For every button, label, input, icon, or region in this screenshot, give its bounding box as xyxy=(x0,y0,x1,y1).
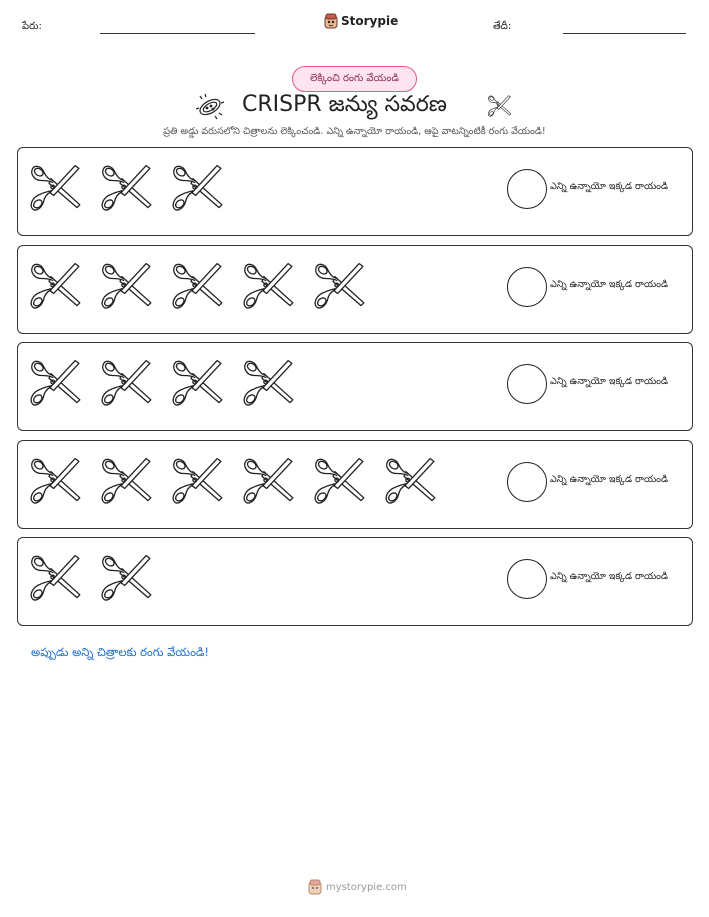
counting-row xyxy=(17,537,693,626)
counting-row xyxy=(17,342,693,431)
title-row xyxy=(0,92,709,124)
scissors-icon[interactable] xyxy=(97,256,158,316)
footer-note: అప్పుడు అన్ని చిత్రాలకు రంగు వేయండి! xyxy=(31,645,210,659)
scissors-icon[interactable] xyxy=(97,353,158,413)
answer-circle[interactable] xyxy=(507,169,547,209)
storypie-mascot-icon xyxy=(308,879,322,895)
row-items xyxy=(26,548,158,608)
row-items xyxy=(26,451,442,511)
page-title: CRISPR జన్యు సవరణ xyxy=(242,92,447,117)
scissors-icon[interactable] xyxy=(97,158,158,218)
scissors-icon[interactable] xyxy=(26,548,87,608)
answer-label: ఎన్ని ఉన్నాయో ఇక్కడ రాయండి xyxy=(550,474,669,485)
row-items xyxy=(26,353,300,413)
name-line[interactable] xyxy=(100,33,255,34)
answer-circle[interactable] xyxy=(507,462,547,502)
row-items xyxy=(26,158,229,218)
scissors-icon[interactable] xyxy=(168,451,229,511)
page-header xyxy=(0,0,709,40)
answer-label: ఎన్ని ఉన్నాయో ఇక్కడ రాయండి xyxy=(550,279,669,290)
scissors-icon[interactable] xyxy=(168,353,229,413)
counting-row xyxy=(17,440,693,529)
scissors-icon[interactable] xyxy=(239,451,300,511)
brand-logo xyxy=(324,13,398,29)
scissors-icon[interactable] xyxy=(381,451,442,511)
scissors-icon[interactable] xyxy=(168,256,229,316)
answer-circle[interactable] xyxy=(507,267,547,307)
date-label: తేదీ: xyxy=(493,21,512,32)
scissors-icon[interactable] xyxy=(239,353,300,413)
scissors-icon[interactable] xyxy=(26,451,87,511)
answer-label: ఎన్ని ఉన్నాయో ఇక్కడ రాయండి xyxy=(550,181,669,192)
storypie-mascot-icon xyxy=(324,13,338,29)
activity-badge: లెక్కించి రంగు వేయండి xyxy=(292,66,417,92)
counting-row xyxy=(17,147,693,236)
bacterium-icon xyxy=(196,94,224,120)
scissors-icon xyxy=(487,93,513,119)
row-items xyxy=(26,256,371,316)
name-label: పేరు: xyxy=(22,21,42,32)
answer-circle[interactable] xyxy=(507,364,547,404)
brand-name: Storypie xyxy=(341,14,399,28)
answer-label: ఎన్ని ఉన్నాయో ఇక్కడ రాయండి xyxy=(550,571,669,582)
scissors-icon[interactable] xyxy=(26,158,87,218)
scissors-icon[interactable] xyxy=(26,256,87,316)
scissors-icon[interactable] xyxy=(97,451,158,511)
scissors-icon[interactable] xyxy=(239,256,300,316)
scissors-icon[interactable] xyxy=(310,451,371,511)
scissors-icon[interactable] xyxy=(26,353,87,413)
answer-label: ఎన్ని ఉన్నాయో ఇక్కడ రాయండి xyxy=(550,376,669,387)
footer-url: mystorypie.com xyxy=(326,881,407,893)
date-line[interactable] xyxy=(563,33,686,34)
footer-brand xyxy=(308,879,407,895)
counting-row xyxy=(17,245,693,334)
instructions: ప్రతి అడ్డు వరుసలోని చిత్రాలను లెక్కించండి. ఎన్ని ఉన్నాయో రాయండి, ఆపై వాటన్నింటికీ రంగు వేయండి! xyxy=(163,126,546,137)
scissors-icon[interactable] xyxy=(168,158,229,218)
answer-circle[interactable] xyxy=(507,559,547,599)
scissors-icon[interactable] xyxy=(310,256,371,316)
scissors-icon[interactable] xyxy=(97,548,158,608)
